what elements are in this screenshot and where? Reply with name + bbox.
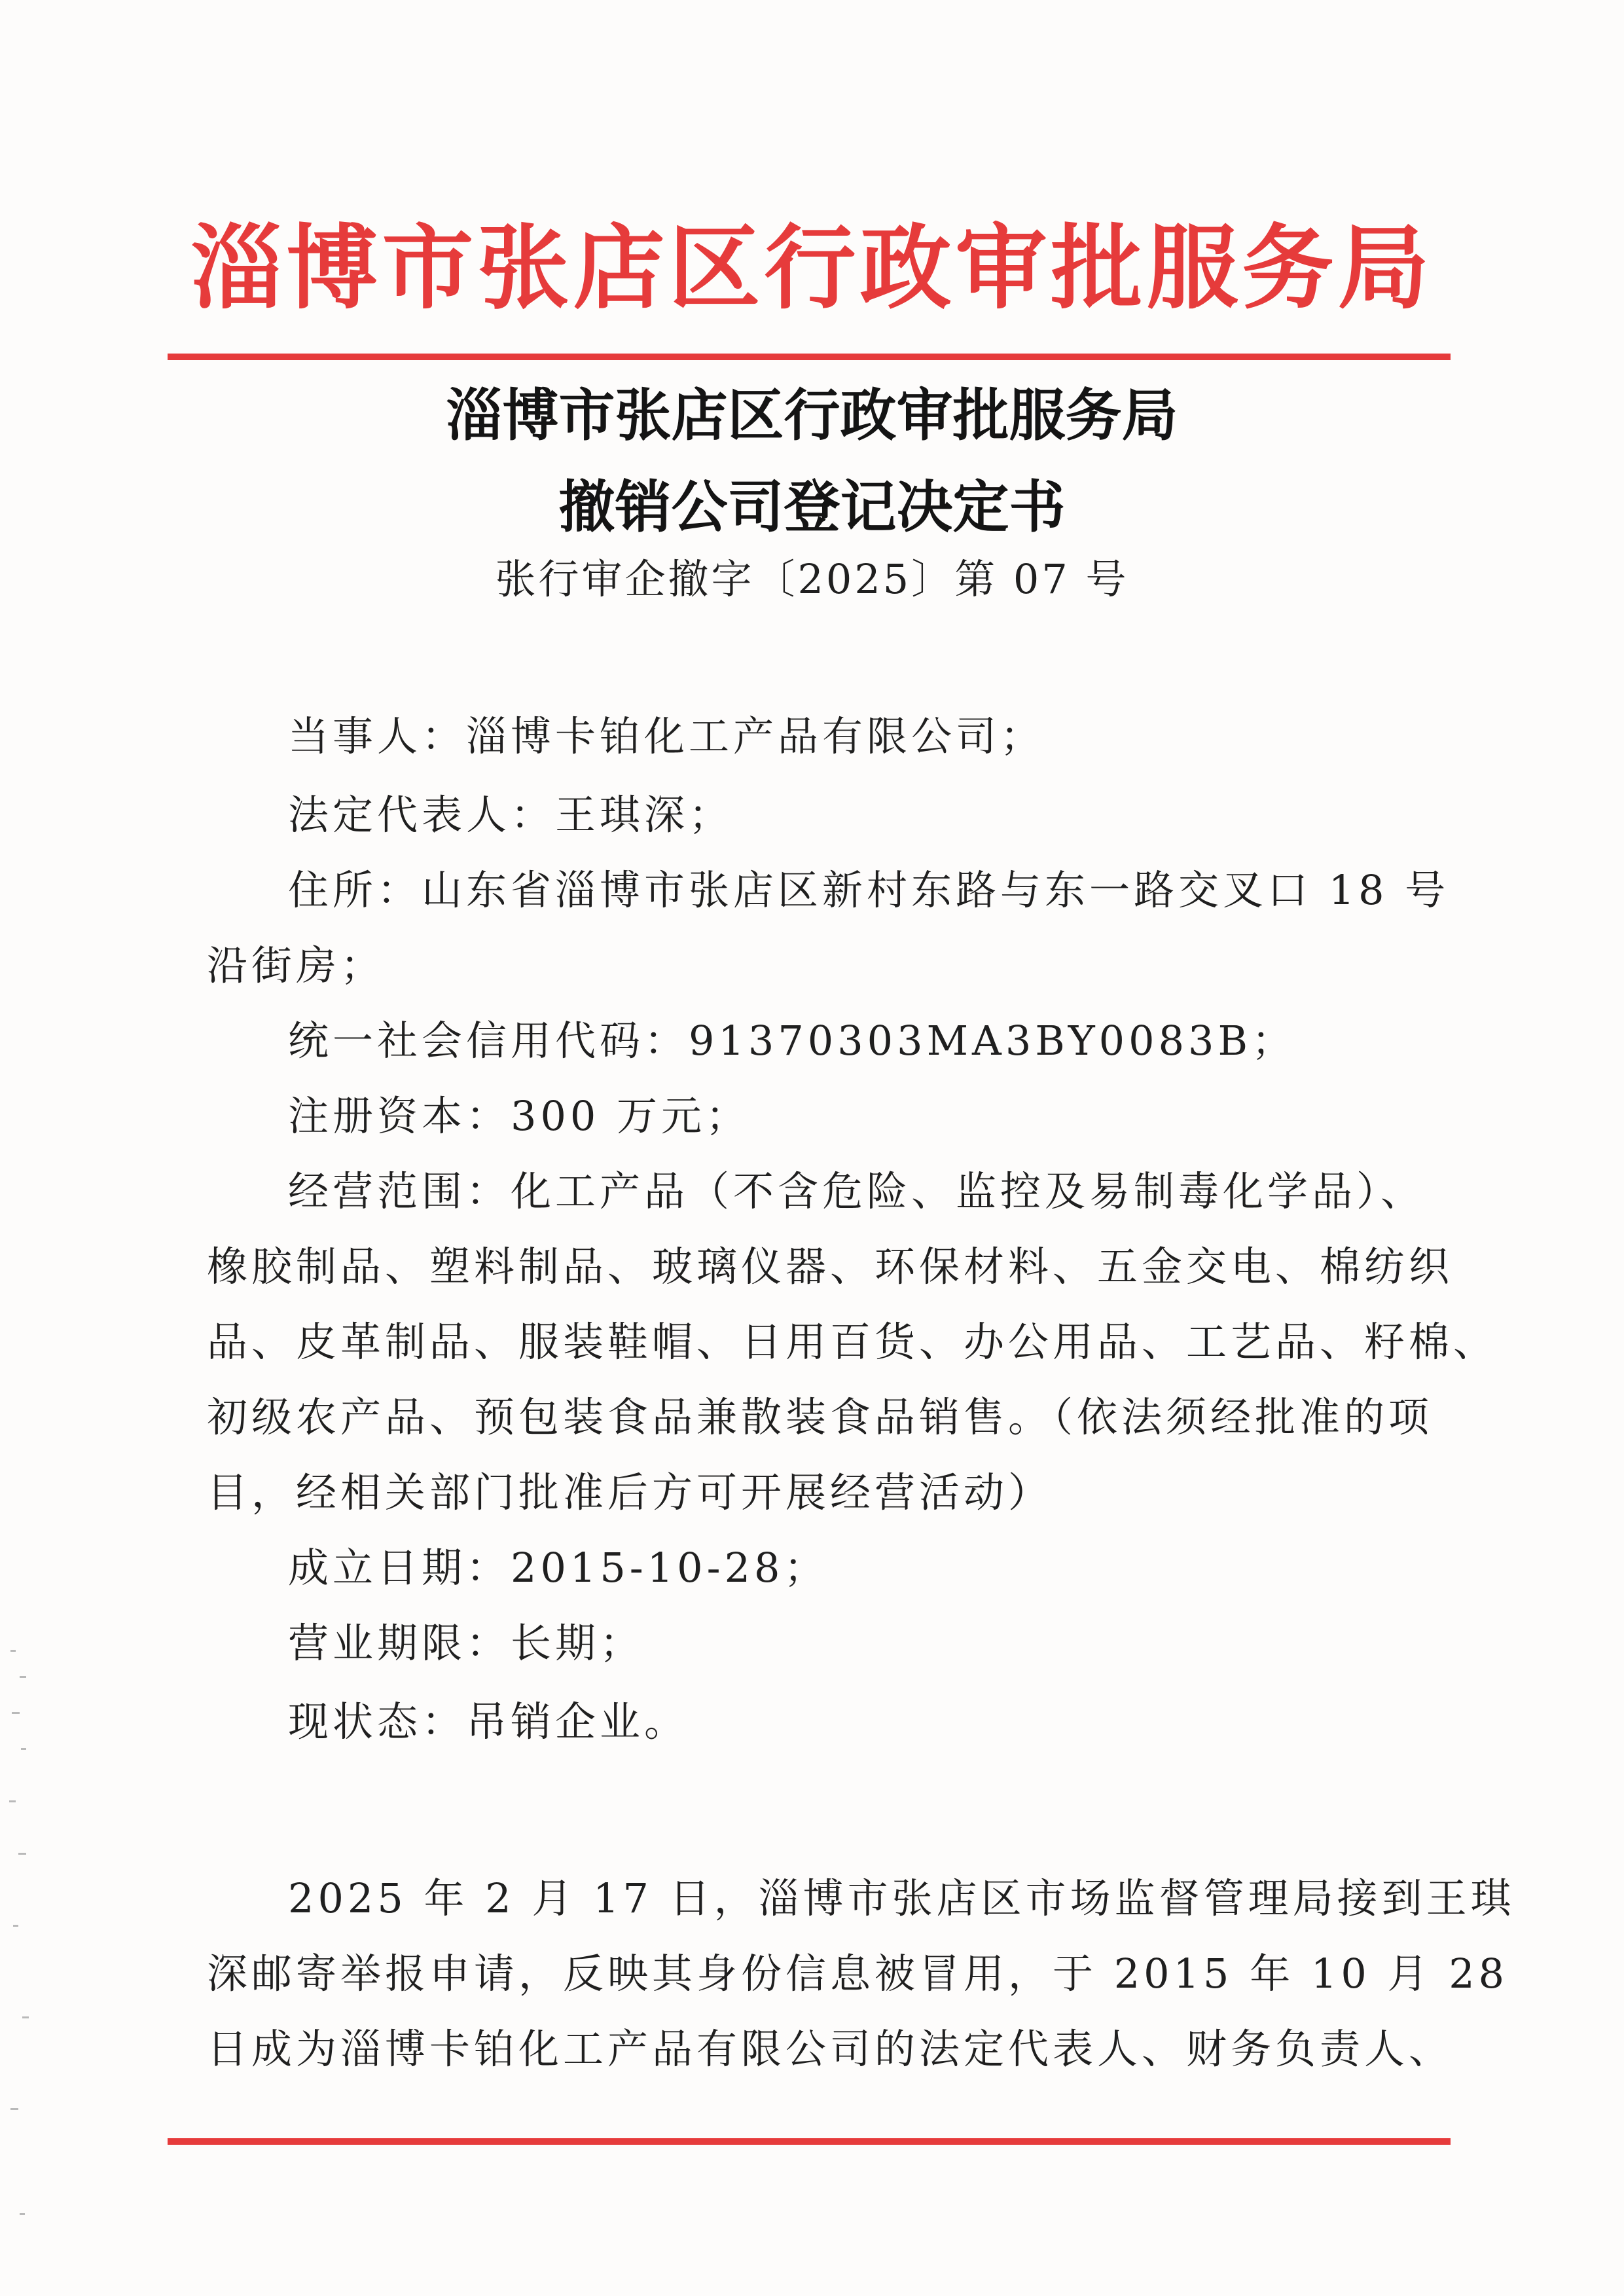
document-title-line-1: 淄博市张店区行政审批服务局 bbox=[446, 382, 1178, 448]
document-title-line-2: 撤销公司登记决定书 bbox=[558, 474, 1066, 540]
field-scope-cont: 橡胶制品、塑料制品、玻璃仪器、环保材料、五金交电、棉纺织 bbox=[207, 1243, 1454, 1290]
body-paragraph-line: 深邮寄举报申请，反映其身份信息被冒用，于 2015 年 10 月 28 bbox=[207, 1950, 1509, 1997]
field-scope-cont: 初级农产品、预包装食品兼散装食品销售。（依法须经批准的项 bbox=[207, 1393, 1434, 1441]
red-rule-top bbox=[168, 354, 1451, 360]
field-term: 营业期限：长期； bbox=[288, 1619, 645, 1667]
red-rule-bottom bbox=[168, 2138, 1451, 2145]
field-scope-cont: 目，经相关部门批准后方可开展经营活动） bbox=[207, 1468, 1053, 1516]
body-paragraph-line: 2025 年 2 月 17 日，淄博市张店区市场监督管理局接到王琪 bbox=[288, 1874, 1515, 1922]
field-scope-cont: 品、皮革制品、服装鞋帽、日用百货、办公用品、工艺品、籽棉、 bbox=[207, 1318, 1498, 1366]
scan-artifact bbox=[8, 1650, 34, 2239]
field-established: 成立日期：2015-10-28； bbox=[288, 1544, 829, 1592]
field-address-cont: 沿街房； bbox=[207, 941, 386, 989]
field-status: 现状态：吊销企业。 bbox=[288, 1698, 689, 1745]
body-paragraph-line: 日成为淄博卡铂化工产品有限公司的法定代表人、财务负责人、 bbox=[207, 2025, 1454, 2073]
document-number: 张行审企撤字〔2025〕第 07 号 bbox=[495, 555, 1129, 603]
field-legal-rep: 法定代表人：王琪深； bbox=[288, 791, 734, 839]
field-party: 当事人：淄博卡铂化工产品有限公司； bbox=[288, 712, 1045, 760]
field-capital: 注册资本：300 万元； bbox=[288, 1092, 751, 1140]
field-scope: 经营范围：化工产品（不含危险、监控及易制毒化学品）、 bbox=[288, 1167, 1426, 1215]
agency-masthead: 淄博市张店区行政审批服务局 bbox=[190, 215, 1434, 322]
field-credit-code: 统一社会信用代码：91370303MA3BY0083B； bbox=[288, 1017, 1297, 1065]
field-address: 住所：山东省淄博市张店区新村东路与东一路交叉口 18 号 bbox=[288, 866, 1450, 914]
